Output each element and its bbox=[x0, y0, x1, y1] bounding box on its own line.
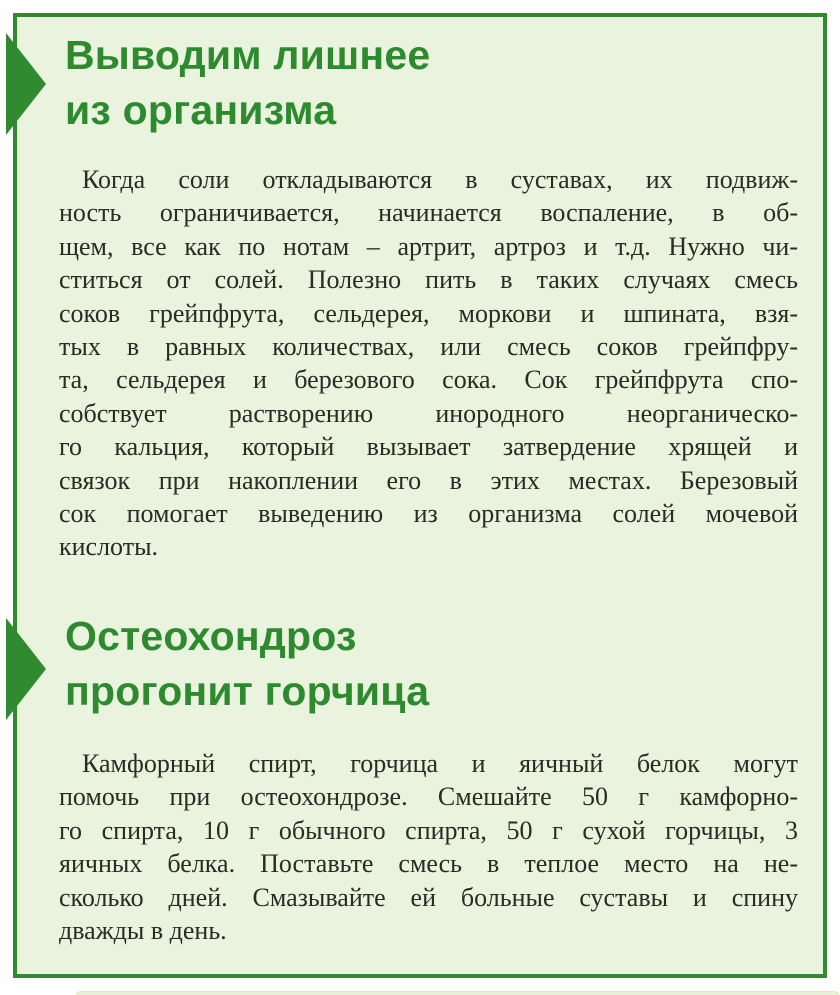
paragraph-line: помочь при остеохондрозе. Смешайте 50 г камфорно- bbox=[59, 782, 798, 812]
paragraph-line: сок помогает выведению из организма солей мочевой bbox=[59, 499, 798, 529]
paragraph-line: дважды в день. bbox=[59, 916, 227, 946]
section-heading-osteochondrosis bbox=[65, 609, 705, 719]
paragraph-line: та, сельдерея и березового сока. Сок грейпфрута спо- bbox=[59, 365, 798, 395]
paragraph-line: собствует растворению инородного неорганическо- bbox=[59, 398, 798, 428]
paragraph-line: Когда соли откладываются в суставах, их подвиж- bbox=[82, 165, 798, 194]
paragraph-line: соков грейпфрута, сельдерея, моркови и шпината, взя- bbox=[59, 298, 798, 328]
heading-line: из организма bbox=[65, 87, 337, 133]
paragraph-line: Камфорный спирт, горчица и яичный белок могут bbox=[82, 749, 798, 778]
heading-line: Остеохондроз bbox=[65, 613, 357, 659]
paragraph-line: го кальция, который вызывает затвердение хрящей и bbox=[59, 432, 798, 462]
paragraph-line: щем, все как по нотам – артрит, артроз и т.д. Нужно чи- bbox=[59, 231, 798, 261]
paragraph-line: ность ограничивается, начинается воспаление, в об- bbox=[59, 198, 798, 228]
paragraph-line: сколько дней. Смазывайте ей больные суставы и спину bbox=[59, 882, 798, 912]
paragraph-line: го спирта, 10 г обычного спирта, 50 г сухой горчицы, 3 bbox=[59, 815, 798, 845]
health-tips-panel bbox=[13, 13, 827, 978]
next-panel-edge bbox=[75, 991, 840, 995]
paragraph-line: тых в равных количествах, или смесь соков грейпфру- bbox=[59, 332, 798, 362]
section-heading-detox bbox=[65, 28, 705, 138]
section-paragraph-detox bbox=[59, 163, 798, 564]
heading-line: Выводим лишнее bbox=[65, 32, 431, 78]
paragraph-line: ститься от солей. Полезно пить в таких случаях смесь bbox=[59, 265, 798, 295]
chevron-right-icon bbox=[6, 33, 46, 135]
chevron-right-icon bbox=[6, 618, 46, 720]
section-paragraph-osteochondrosis bbox=[59, 747, 798, 947]
paragraph-line: яичных белка. Поставьте смесь в теплое место на не- bbox=[59, 849, 798, 879]
paragraph-line: связок при накоплении его в этих местах. Березовый bbox=[59, 465, 798, 495]
heading-line: прогонит горчица bbox=[65, 668, 430, 714]
paragraph-line: кислоты. bbox=[59, 532, 159, 562]
